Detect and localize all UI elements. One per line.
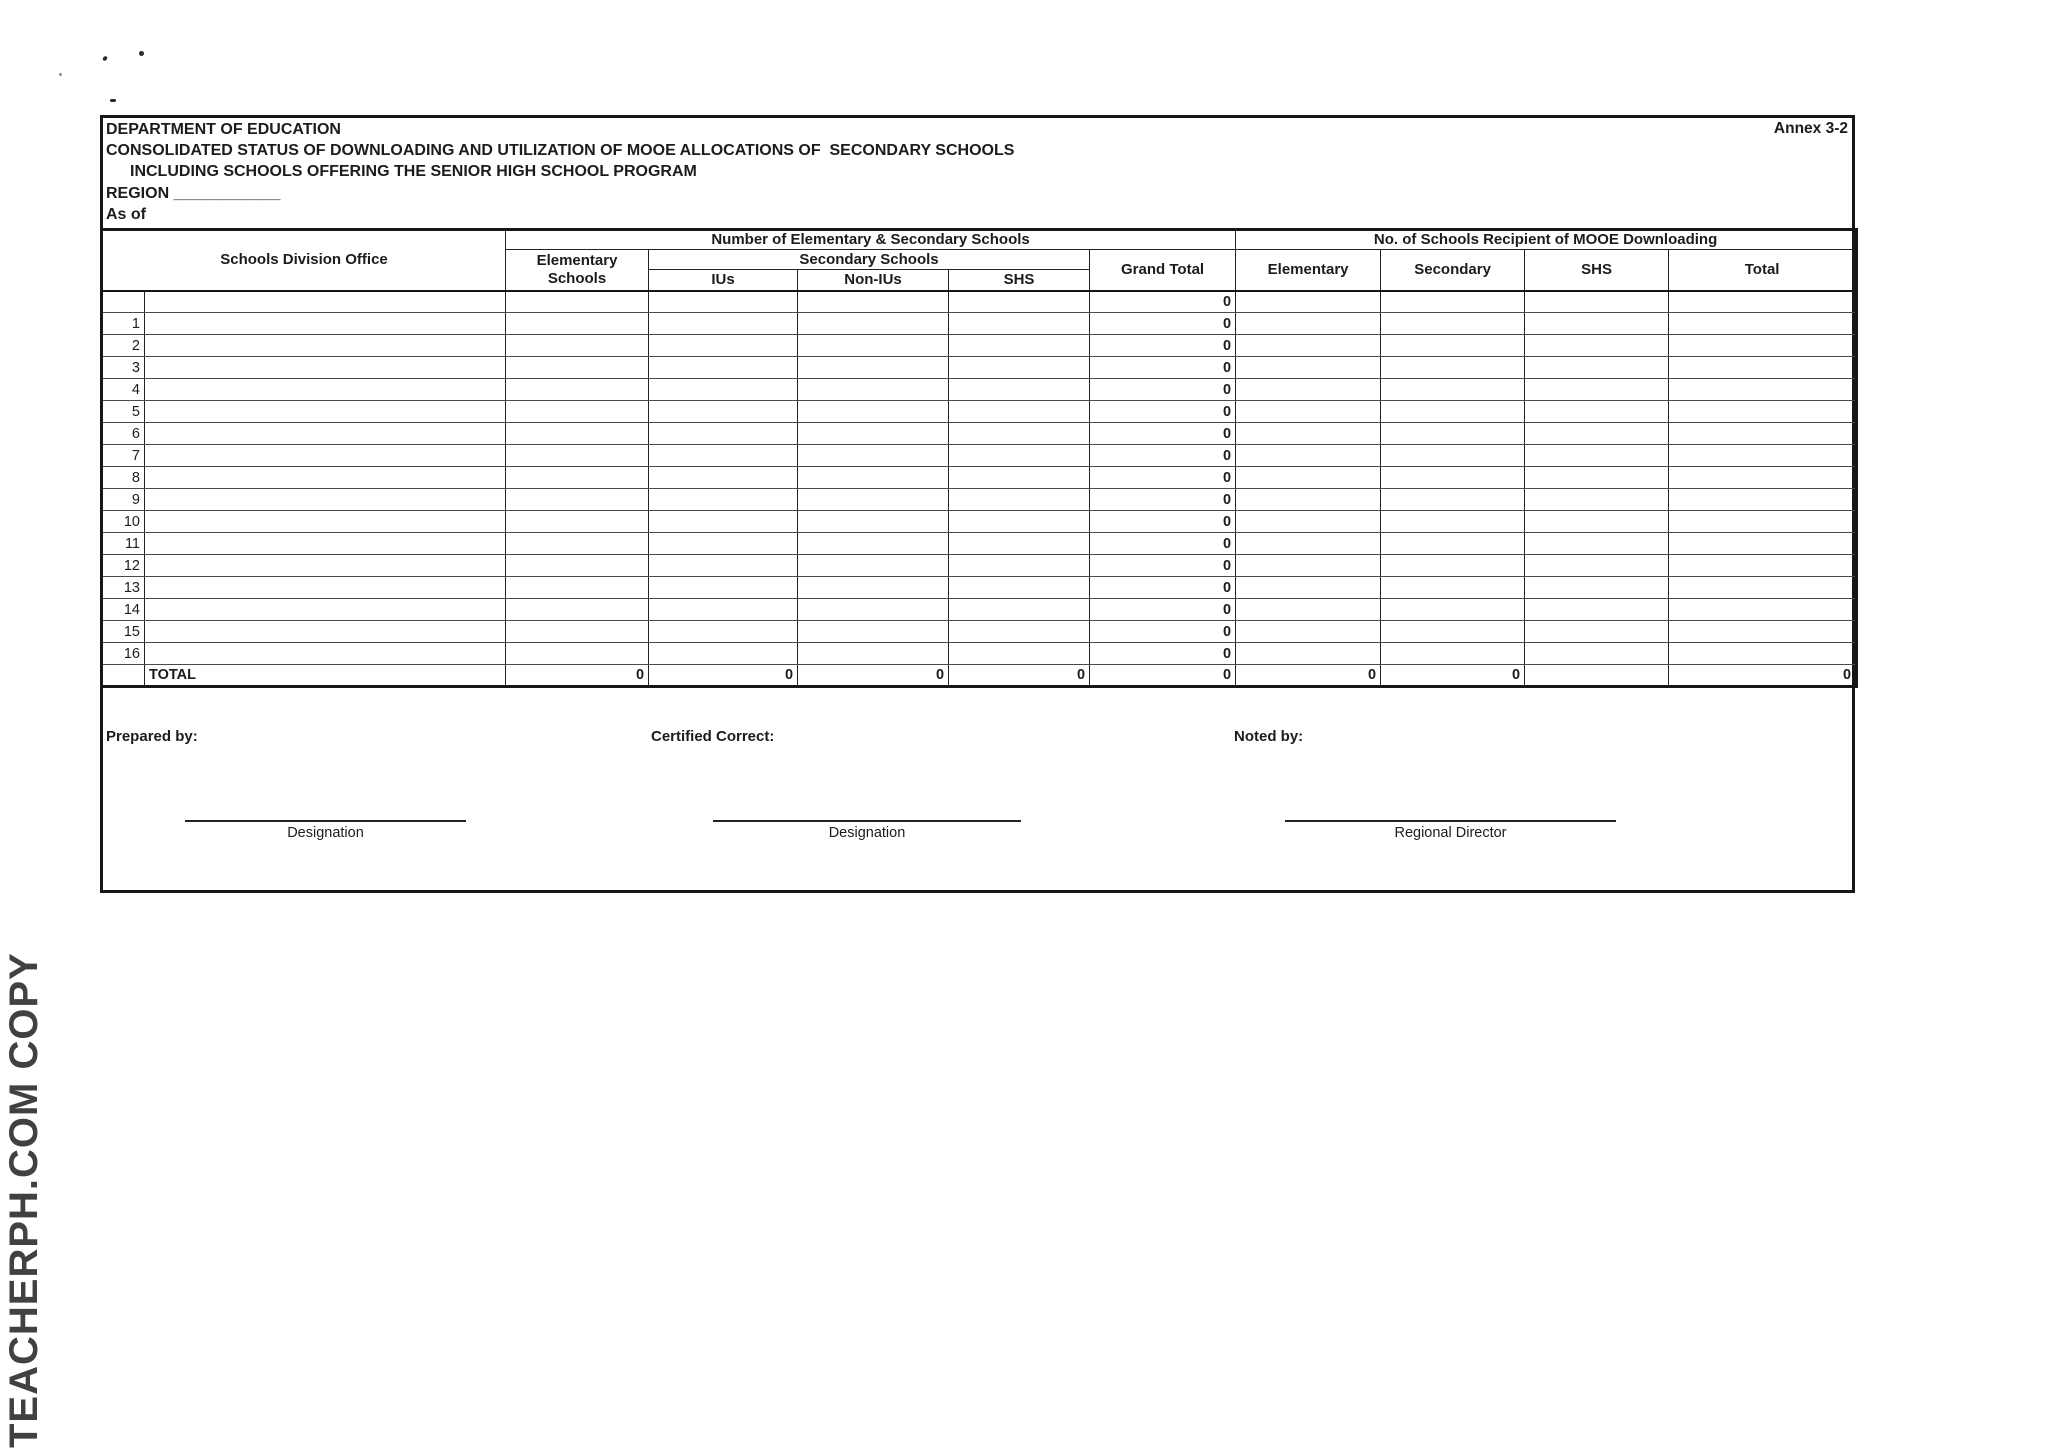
shs-cell bbox=[949, 555, 1090, 577]
recipient-secondary-cell bbox=[1381, 291, 1525, 313]
recipient-secondary-cell bbox=[1381, 335, 1525, 357]
recipient-secondary-cell bbox=[1381, 621, 1525, 643]
elementary-schools-cell bbox=[506, 489, 649, 511]
region-field: REGION ____________ bbox=[106, 185, 281, 202]
recipient-shs-cell bbox=[1525, 379, 1669, 401]
non-ius-cell bbox=[798, 555, 949, 577]
sdo-cell bbox=[145, 577, 506, 599]
grand-total-cell: 0 bbox=[1090, 489, 1236, 511]
recipient-total-cell bbox=[1669, 577, 1857, 599]
header-elementary-schools-line2: Schools bbox=[547, 270, 607, 288]
row-number-cell: 13 bbox=[102, 577, 145, 599]
teacherph-watermark: TEACHERPH.COM COPY bbox=[2, 952, 46, 1448]
recipient-elementary-cell bbox=[1236, 423, 1381, 445]
shs-cell bbox=[949, 423, 1090, 445]
recipient-shs-cell bbox=[1525, 423, 1669, 445]
sdo-cell bbox=[145, 467, 506, 489]
elementary-schools-cell bbox=[506, 445, 649, 467]
elementary-schools-cell bbox=[506, 379, 649, 401]
recipient-elementary-cell bbox=[1236, 533, 1381, 555]
scan-speck bbox=[110, 99, 116, 102]
shs-cell bbox=[949, 357, 1090, 379]
non-ius-cell bbox=[798, 533, 949, 555]
header-recipient-shs: SHS bbox=[1525, 250, 1669, 291]
total-ius-cell: 0 bbox=[649, 665, 798, 687]
recipient-secondary-cell bbox=[1381, 423, 1525, 445]
recipient-shs-cell bbox=[1525, 621, 1669, 643]
form-title-line1: CONSOLIDATED STATUS OF DOWNLOADING AND UTILIZATION OF MOOE ALLOCATIONS OF SECONDARY SCHOOLS bbox=[106, 142, 1015, 159]
recipient-elementary-cell bbox=[1236, 489, 1381, 511]
elementary-schools-cell bbox=[506, 621, 649, 643]
recipient-elementary-cell bbox=[1236, 511, 1381, 533]
recipient-shs-cell bbox=[1525, 599, 1669, 621]
grand-total-cell: 0 bbox=[1090, 401, 1236, 423]
recipient-shs-cell bbox=[1525, 511, 1669, 533]
row-number-cell: 5 bbox=[102, 401, 145, 423]
recipient-shs-cell bbox=[1525, 335, 1669, 357]
elementary-schools-cell bbox=[506, 555, 649, 577]
recipient-elementary-cell bbox=[1236, 291, 1381, 313]
row-number-cell: 6 bbox=[102, 423, 145, 445]
header-ius: IUs bbox=[649, 270, 798, 291]
total-shs-cell: 0 bbox=[949, 665, 1090, 687]
ius-cell bbox=[649, 577, 798, 599]
shs-cell bbox=[949, 577, 1090, 599]
total-recipient-total-cell: 0 bbox=[1669, 665, 1857, 687]
elementary-schools-cell bbox=[506, 643, 649, 665]
recipient-elementary-cell bbox=[1236, 599, 1381, 621]
recipient-elementary-cell bbox=[1236, 555, 1381, 577]
row-number-cell: 16 bbox=[102, 643, 145, 665]
shs-cell bbox=[949, 401, 1090, 423]
sdo-cell bbox=[145, 533, 506, 555]
recipient-secondary-cell bbox=[1381, 533, 1525, 555]
body-row bbox=[102, 401, 1857, 423]
row-number-cell: 15 bbox=[102, 621, 145, 643]
recipient-total-cell bbox=[1669, 401, 1857, 423]
non-ius-cell bbox=[798, 445, 949, 467]
sdo-cell bbox=[145, 445, 506, 467]
non-ius-cell bbox=[798, 401, 949, 423]
non-ius-cell bbox=[798, 577, 949, 599]
recipient-total-cell bbox=[1669, 489, 1857, 511]
noted-by-label: Noted by: bbox=[1234, 728, 1304, 745]
body-row bbox=[102, 577, 1857, 599]
row-number-cell: 2 bbox=[102, 335, 145, 357]
agency-title: DEPARTMENT OF EDUCATION bbox=[106, 121, 341, 138]
ius-cell bbox=[649, 511, 798, 533]
recipient-total-cell bbox=[1669, 357, 1857, 379]
ius-cell bbox=[649, 423, 798, 445]
sdo-cell bbox=[145, 555, 506, 577]
form-title-line2: INCLUDING SCHOOLS OFFERING THE SENIOR HIGH SCHOOL PROGRAM bbox=[130, 163, 697, 180]
grand-total-cell: 0 bbox=[1090, 577, 1236, 599]
recipient-shs-cell bbox=[1525, 445, 1669, 467]
sdo-cell bbox=[145, 357, 506, 379]
total-row bbox=[102, 665, 1857, 687]
row-number-cell: 14 bbox=[102, 599, 145, 621]
grand-total-cell: 0 bbox=[1090, 445, 1236, 467]
recipient-elementary-cell bbox=[1236, 467, 1381, 489]
shs-cell bbox=[949, 467, 1090, 489]
body-row bbox=[102, 511, 1857, 533]
shs-cell bbox=[949, 291, 1090, 313]
form-page bbox=[100, 115, 1855, 893]
grand-total-cell: 0 bbox=[1090, 643, 1236, 665]
grand-total-cell: 0 bbox=[1090, 379, 1236, 401]
recipient-total-cell bbox=[1669, 379, 1857, 401]
row-number-cell: 10 bbox=[102, 511, 145, 533]
elementary-schools-cell bbox=[506, 533, 649, 555]
shs-cell bbox=[949, 621, 1090, 643]
recipient-secondary-cell bbox=[1381, 489, 1525, 511]
shs-cell bbox=[949, 313, 1090, 335]
non-ius-cell bbox=[798, 643, 949, 665]
header-recipient-elementary: Elementary bbox=[1236, 250, 1381, 291]
sdo-cell bbox=[145, 313, 506, 335]
grand-total-cell: 0 bbox=[1090, 335, 1236, 357]
shs-cell bbox=[949, 533, 1090, 555]
shs-cell bbox=[949, 599, 1090, 621]
header-elementary-schools-line1: Elementary bbox=[536, 251, 618, 269]
non-ius-cell bbox=[798, 599, 949, 621]
recipient-secondary-cell bbox=[1381, 511, 1525, 533]
recipient-total-cell bbox=[1669, 313, 1857, 335]
table-body bbox=[102, 291, 1857, 665]
ius-cell bbox=[649, 291, 798, 313]
body-row bbox=[102, 489, 1857, 511]
row-number-cell: 8 bbox=[102, 467, 145, 489]
recipient-shs-cell bbox=[1525, 489, 1669, 511]
ius-cell bbox=[649, 555, 798, 577]
grand-total-cell: 0 bbox=[1090, 357, 1236, 379]
ius-cell bbox=[649, 621, 798, 643]
ius-cell bbox=[649, 379, 798, 401]
grand-total-cell: 0 bbox=[1090, 511, 1236, 533]
body-row bbox=[102, 643, 1857, 665]
body-row bbox=[102, 291, 1857, 313]
sdo-cell bbox=[145, 291, 506, 313]
recipient-secondary-cell bbox=[1381, 643, 1525, 665]
ius-cell bbox=[649, 313, 798, 335]
header-group-mooe-recipients: No. of Schools Recipient of MOOE Downloading bbox=[1236, 230, 1857, 250]
body-row bbox=[102, 423, 1857, 445]
header-elementary-schools bbox=[506, 250, 649, 291]
recipient-elementary-cell bbox=[1236, 357, 1381, 379]
recipient-total-cell bbox=[1669, 621, 1857, 643]
grand-total-cell: 0 bbox=[1090, 423, 1236, 445]
total-recipient-shs-cell bbox=[1525, 665, 1669, 687]
body-row bbox=[102, 313, 1857, 335]
ius-cell bbox=[649, 357, 798, 379]
body-row bbox=[102, 621, 1857, 643]
elementary-schools-cell bbox=[506, 357, 649, 379]
total-recipient-secondary-cell: 0 bbox=[1381, 665, 1525, 687]
non-ius-cell bbox=[798, 467, 949, 489]
recipient-total-cell bbox=[1669, 599, 1857, 621]
grand-total-cell: 0 bbox=[1090, 621, 1236, 643]
recipient-secondary-cell bbox=[1381, 577, 1525, 599]
body-row bbox=[102, 533, 1857, 555]
recipient-total-cell bbox=[1669, 467, 1857, 489]
ius-cell bbox=[649, 401, 798, 423]
total-row-number-cell bbox=[102, 665, 145, 687]
non-ius-cell bbox=[798, 423, 949, 445]
scan-speck bbox=[139, 51, 144, 56]
recipient-elementary-cell bbox=[1236, 577, 1381, 599]
recipient-total-cell bbox=[1669, 335, 1857, 357]
shs-cell bbox=[949, 489, 1090, 511]
ius-cell bbox=[649, 445, 798, 467]
recipient-secondary-cell bbox=[1381, 379, 1525, 401]
ius-cell bbox=[649, 467, 798, 489]
row-number-cell: 12 bbox=[102, 555, 145, 577]
row-number-cell: 7 bbox=[102, 445, 145, 467]
body-row bbox=[102, 335, 1857, 357]
ius-cell bbox=[649, 335, 798, 357]
grand-total-cell: 0 bbox=[1090, 467, 1236, 489]
elementary-schools-cell bbox=[506, 599, 649, 621]
non-ius-cell bbox=[798, 379, 949, 401]
row-number-cell: 4 bbox=[102, 379, 145, 401]
body-row bbox=[102, 555, 1857, 577]
recipient-elementary-cell bbox=[1236, 643, 1381, 665]
recipient-secondary-cell bbox=[1381, 467, 1525, 489]
recipient-shs-cell bbox=[1525, 533, 1669, 555]
recipient-elementary-cell bbox=[1236, 401, 1381, 423]
recipient-total-cell bbox=[1669, 555, 1857, 577]
designation-label-center: Designation bbox=[828, 825, 906, 841]
shs-cell bbox=[949, 379, 1090, 401]
header-secondary-schools: Secondary Schools bbox=[649, 250, 1090, 270]
elementary-schools-cell bbox=[506, 511, 649, 533]
elementary-schools-cell bbox=[506, 335, 649, 357]
annex-label: Annex 3-2 bbox=[1773, 120, 1848, 137]
non-ius-cell bbox=[798, 313, 949, 335]
recipient-total-cell bbox=[1669, 533, 1857, 555]
recipient-shs-cell bbox=[1525, 467, 1669, 489]
non-ius-cell bbox=[798, 357, 949, 379]
recipient-secondary-cell bbox=[1381, 357, 1525, 379]
certified-correct-label: Certified Correct: bbox=[651, 728, 775, 745]
non-ius-cell bbox=[798, 291, 949, 313]
recipient-total-cell bbox=[1669, 423, 1857, 445]
non-ius-cell bbox=[798, 621, 949, 643]
recipient-shs-cell bbox=[1525, 577, 1669, 599]
elementary-schools-cell bbox=[506, 467, 649, 489]
row-number-cell: 1 bbox=[102, 313, 145, 335]
prepared-by-label: Prepared by: bbox=[106, 728, 198, 745]
total-recipient-elementary-cell: 0 bbox=[1236, 665, 1381, 687]
as-of-field: As of bbox=[106, 206, 146, 223]
recipient-elementary-cell bbox=[1236, 313, 1381, 335]
mooe-status-table bbox=[100, 228, 1858, 688]
recipient-total-cell bbox=[1669, 511, 1857, 533]
recipient-shs-cell bbox=[1525, 555, 1669, 577]
recipient-total-cell bbox=[1669, 643, 1857, 665]
grand-total-cell: 0 bbox=[1090, 291, 1236, 313]
header-group-number-of-schools: Number of Elementary & Secondary Schools bbox=[506, 230, 1236, 250]
grand-total-cell: 0 bbox=[1090, 313, 1236, 335]
sdo-cell bbox=[145, 335, 506, 357]
header-grand-total: Grand Total bbox=[1090, 250, 1236, 291]
recipient-secondary-cell bbox=[1381, 445, 1525, 467]
header-recipient-secondary: Secondary bbox=[1381, 250, 1525, 291]
recipient-secondary-cell bbox=[1381, 313, 1525, 335]
sdo-cell bbox=[145, 643, 506, 665]
elementary-schools-cell bbox=[506, 313, 649, 335]
row-number-cell: 11 bbox=[102, 533, 145, 555]
recipient-secondary-cell bbox=[1381, 401, 1525, 423]
scan-speck bbox=[59, 73, 62, 76]
body-row bbox=[102, 357, 1857, 379]
row-number-cell: 3 bbox=[102, 357, 145, 379]
header-non-ius: Non-IUs bbox=[798, 270, 949, 291]
noted-by-signature-block bbox=[1285, 820, 1616, 841]
grand-total-cell: 0 bbox=[1090, 599, 1236, 621]
ius-cell bbox=[649, 643, 798, 665]
elementary-schools-cell bbox=[506, 291, 649, 313]
recipient-shs-cell bbox=[1525, 357, 1669, 379]
row-number-cell bbox=[102, 291, 145, 313]
recipient-shs-cell bbox=[1525, 401, 1669, 423]
sdo-cell bbox=[145, 621, 506, 643]
total-elementary-schools-cell: 0 bbox=[506, 665, 649, 687]
sdo-cell bbox=[145, 379, 506, 401]
recipient-shs-cell bbox=[1525, 313, 1669, 335]
elementary-schools-cell bbox=[506, 577, 649, 599]
non-ius-cell bbox=[798, 511, 949, 533]
sdo-cell bbox=[145, 599, 506, 621]
recipient-secondary-cell bbox=[1381, 555, 1525, 577]
sdo-cell bbox=[145, 401, 506, 423]
body-row bbox=[102, 379, 1857, 401]
total-row-label: TOTAL bbox=[145, 665, 506, 687]
recipient-elementary-cell bbox=[1236, 335, 1381, 357]
regional-director-label: Regional Director bbox=[1394, 825, 1507, 841]
recipient-secondary-cell bbox=[1381, 599, 1525, 621]
body-row bbox=[102, 445, 1857, 467]
sdo-cell bbox=[145, 511, 506, 533]
total-grand-total-cell: 0 bbox=[1090, 665, 1236, 687]
shs-cell bbox=[949, 511, 1090, 533]
shs-cell bbox=[949, 335, 1090, 357]
shs-cell bbox=[949, 445, 1090, 467]
scan-speck bbox=[102, 55, 108, 61]
shs-cell bbox=[949, 643, 1090, 665]
sdo-cell bbox=[145, 489, 506, 511]
grand-total-cell: 0 bbox=[1090, 555, 1236, 577]
recipient-shs-cell bbox=[1525, 291, 1669, 313]
recipient-elementary-cell bbox=[1236, 445, 1381, 467]
body-row bbox=[102, 599, 1857, 621]
certified-correct-signature-block bbox=[713, 820, 1021, 841]
ius-cell bbox=[649, 489, 798, 511]
header-schools-division-office: Schools Division Office bbox=[102, 230, 506, 291]
designation-label-left: Designation bbox=[287, 825, 364, 841]
ius-cell bbox=[649, 533, 798, 555]
total-non-ius-cell: 0 bbox=[798, 665, 949, 687]
non-ius-cell bbox=[798, 489, 949, 511]
elementary-schools-cell bbox=[506, 401, 649, 423]
prepared-by-signature-block bbox=[185, 820, 466, 841]
recipient-shs-cell bbox=[1525, 643, 1669, 665]
grand-total-cell: 0 bbox=[1090, 533, 1236, 555]
recipient-total-cell bbox=[1669, 291, 1857, 313]
recipient-elementary-cell bbox=[1236, 621, 1381, 643]
recipient-elementary-cell bbox=[1236, 379, 1381, 401]
ius-cell bbox=[649, 599, 798, 621]
recipient-total-cell bbox=[1669, 445, 1857, 467]
header-recipient-total: Total bbox=[1669, 250, 1857, 291]
elementary-schools-cell bbox=[506, 423, 649, 445]
sdo-cell bbox=[145, 423, 506, 445]
row-number-cell: 9 bbox=[102, 489, 145, 511]
header-shs: SHS bbox=[949, 270, 1090, 291]
body-row bbox=[102, 467, 1857, 489]
non-ius-cell bbox=[798, 335, 949, 357]
